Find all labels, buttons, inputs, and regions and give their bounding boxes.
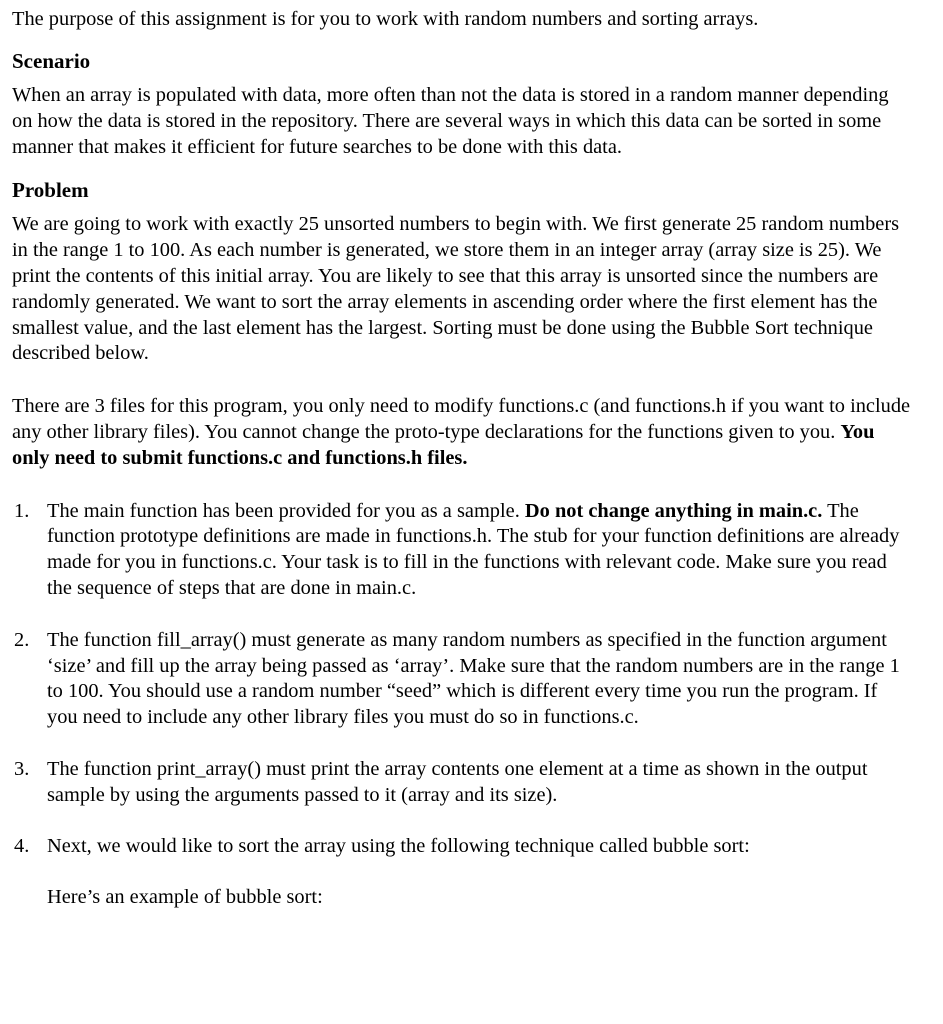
scenario-paragraph: When an array is populated with data, more often than not the data is stored in a random manner depending on how the data is stored in the repository. There are several ways in which this data can be sorted in some manner that makes it efficient for future searches to be done with this data. — [12, 84, 889, 158]
list-item-text: The function fill_array() must generate as many random numbers as specified in the function argument ‘size’ and fill up the array being passed as ‘array’. Make sure that the random numbers are in the range 1 to 100. You should use a random number “seed” which is different every time you run the program. If you need to include any other library files you must do so in functions.c. — [47, 628, 900, 729]
list-item — [12, 834, 912, 912]
list-item-bold-text: Do not change anything in main.c. — [524, 499, 823, 522]
list-item-text: The function print_array() must print the array contents one element at a time as shown in the output sample by using the arguments passed to it (array and its size). — [47, 757, 868, 806]
bubble-sort-example-intro: Here’s an example of bubble sort: — [47, 886, 323, 909]
list-item-text: The main function has been provided for you as a sample. — [47, 499, 520, 522]
list-number: 3. — [14, 757, 30, 780]
list-item — [12, 499, 912, 602]
problem-heading: Problem — [12, 178, 89, 203]
submit-instruction: You only need to submit functions.c and functions.h files. — [12, 420, 875, 469]
intro-paragraph: The purpose of this assignment is for you to work with random numbers and sorting arrays. — [12, 8, 759, 30]
list-item-text: Next, we would like to sort the array using the following technique called bubble sort: — [47, 834, 750, 857]
list-number: 2. — [14, 628, 30, 651]
problem-paragraph: We are going to work with exactly 25 unsorted numbers to begin with. We first generate 25 random numbers in the range 1 to 100. As each number is generated, we store them in an integer array (array size is 25). We print the contents of this initial array. You are likely to see that this array is unsorted since the numbers are randomly generated. We want to sort the array elements in ascending order where the first element has the smallest value, and the last element has the largest. Sorting must be done using the Bubble Sort technique described below. — [12, 213, 900, 365]
assignment-document — [12, 6, 912, 911]
list-item-text: The function prototype definitions are made in functions.h. The stub for your function definitions are already made for you in functions.c. Your task is to fill in the functions with relevant code. Make sure you read the sequence of steps that are done in main.c. — [47, 499, 900, 599]
files-paragraph-text: There are 3 files for this program, you only need to modify functions.c (and functions.h if you want to include any other library files). You cannot change the proto-type declarations for the functions given to you. — [12, 395, 911, 443]
list-item — [12, 757, 912, 809]
task-list — [12, 499, 912, 912]
files-paragraph — [12, 394, 912, 471]
list-item — [12, 628, 912, 731]
list-number: 4. — [14, 834, 30, 857]
scenario-heading: Scenario — [12, 49, 91, 73]
list-number: 1. — [14, 499, 30, 522]
